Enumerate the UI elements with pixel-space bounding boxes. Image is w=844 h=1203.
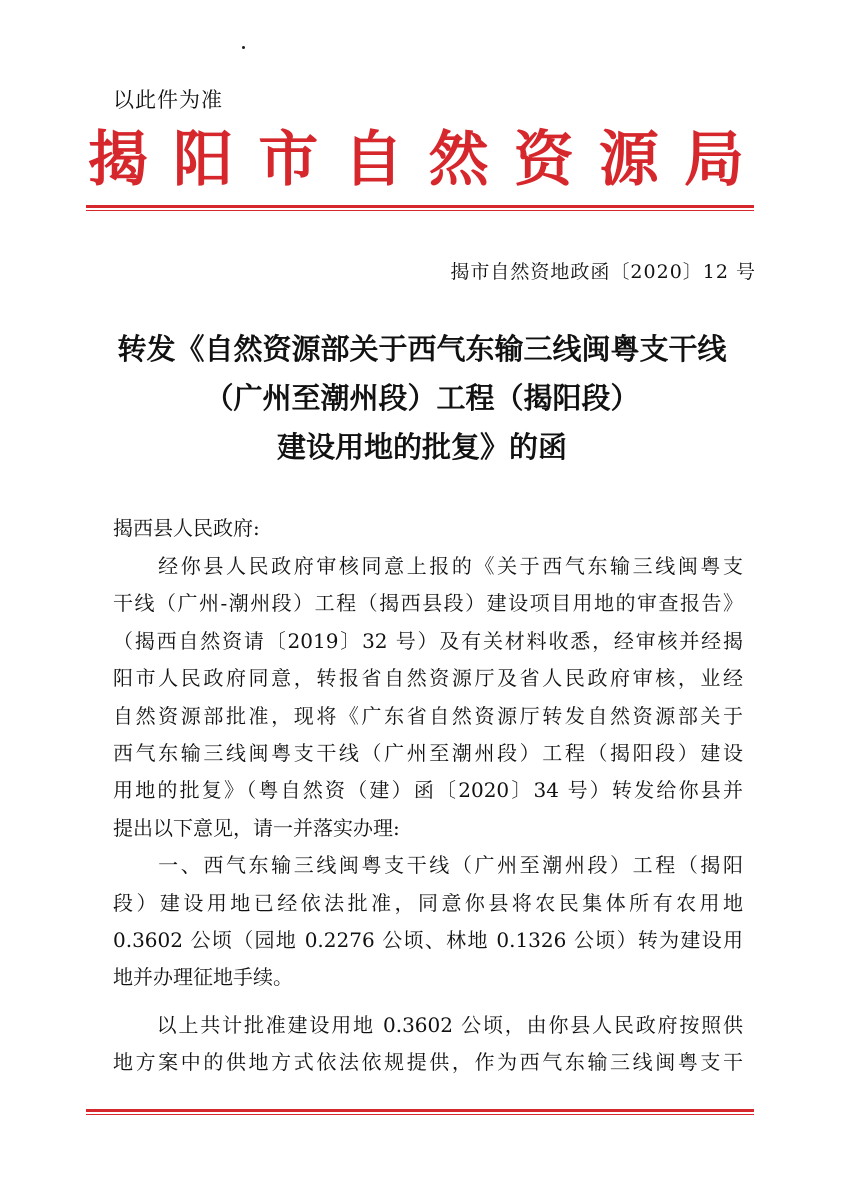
body-line: 自然资源部批准，现将《广东省自然资源厅转发自然资源部关于 [113,703,743,728]
footer-rule-thin [86,1114,754,1115]
scan-speck [242,46,245,49]
title-line: 转发《自然资源部关于西气东输三线闽粤支干线 [117,332,727,366]
body-line: 一、西气东输三线闽粤支干线（广州至潮州段）工程（揭阳 [113,853,743,878]
organization-name: 揭阳市自然资源局 [88,125,748,195]
authoritative-note: 以此件为准 [113,88,223,112]
body-line: 提出以下意见，请一并落实办理: [113,815,400,840]
body-line: 地方案中的供地方式依法依规提供，作为西气东输三线闽粤支干 [113,1050,743,1075]
document-body [113,548,743,1081]
body-line: 西气东输三线闽粤支干线（广州至潮州段）工程（揭阳段）建设 [113,740,743,765]
body-line: 阳市人民政府同意，转报省自然资源厅及省人民政府审核，业经 [113,666,743,691]
body-line: 0.3602 公顷（园地 0.2276 公顷、林地 0.1326 公顷）转为建设用 [113,927,743,952]
body-line: 经你县人民政府审核同意上报的《关于西气东输三线闽粤支 [113,554,743,578]
title-line: 建设用地的批复》的函 [276,430,567,464]
document-number: 揭市自然资地政函〔2020〕12 号 [450,261,756,283]
addressee: 揭西县人民政府: [113,516,260,540]
body-line: （揭西自然资请〔2019〕32 号）及有关材料收悉，经审核并经揭 [113,628,743,653]
body-line: 以上共计批准建设用地 0.3602 公顷，由你县人民政府按照供 [113,1012,743,1037]
body-line: 段）建设用地已经依法批准，同意你县将农民集体所有农用地 [113,890,743,915]
body-line: 地并办理征地手续。 [113,965,293,990]
header-rule-thin [86,210,754,211]
header-rule-thick [86,205,754,208]
footer-rule-thick [86,1109,754,1112]
document-title [100,325,744,472]
body-line: 干线（广州-潮州段）工程（揭西县段）建设项目用地的审查报告》 [113,591,743,616]
title-line: （广州至潮州段）工程（揭阳段） [204,381,640,415]
body-line: 用地的批复》（粤自然资（建）函〔2020〕34 号）转发给你县并 [113,778,743,803]
